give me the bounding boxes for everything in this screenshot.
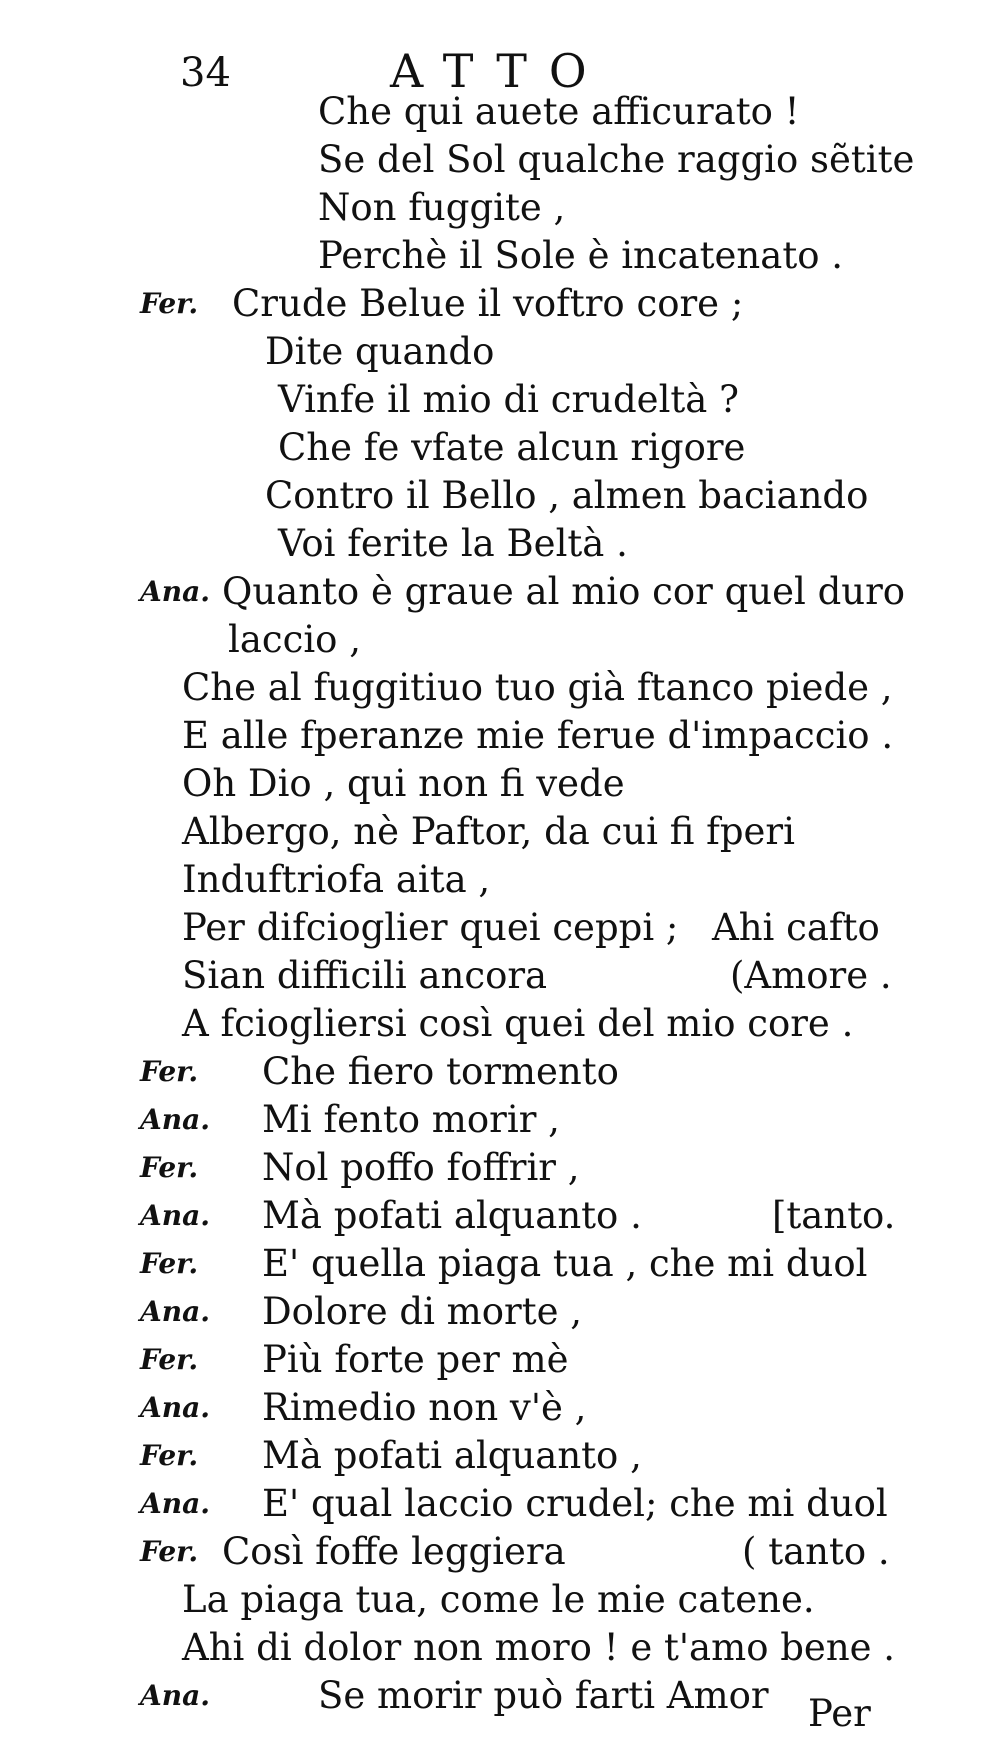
verse-line-continuation: (Amore .	[730, 954, 892, 997]
speaker-label: Ana.	[140, 1103, 210, 1136]
speaker-label: Ana.	[140, 1391, 210, 1424]
speaker-label: Fer.	[140, 1535, 199, 1568]
verse-line: Vinfe il mio di crudeltà ?	[278, 378, 739, 421]
verse-line: Se morir può farti Amor	[318, 1674, 769, 1717]
verse-line: E alle fperanze mie ferue d'impaccio .	[182, 714, 894, 757]
verse-line: Rimedio non v'è ,	[262, 1386, 587, 1429]
verse-line: Sian difficili ancora	[182, 954, 548, 997]
verse-line: Mà pofati alquanto .	[262, 1194, 642, 1237]
speaker-label: Ana.	[140, 575, 210, 608]
speaker-label: Fer.	[140, 1055, 199, 1088]
speaker-label: Ana.	[140, 1679, 210, 1712]
verse-line: Contro il Bello , almen baciando	[265, 474, 869, 517]
speaker-label: Ana.	[140, 1199, 210, 1232]
verse-line: Albergo, nè Paftor, da cui fi fperi	[182, 810, 795, 853]
verse-line-continuation: [tanto.	[772, 1194, 896, 1237]
speaker-label: Ana.	[140, 1487, 210, 1520]
verse-line: E' qual laccio crudel; che mi duol	[262, 1482, 888, 1525]
verse-line: Quanto è graue al mio cor quel duro	[222, 570, 906, 613]
verse-line: Che fiero tormento	[262, 1050, 619, 1093]
speaker-label: Fer.	[140, 1439, 199, 1472]
speaker-label: Ana.	[140, 1295, 210, 1328]
verse-line: Mà pofati alquanto ,	[262, 1434, 642, 1477]
verse-line: Che qui auete afficurato !	[318, 90, 800, 133]
verse-line: Più forte per mè	[262, 1338, 569, 1381]
speaker-label: Fer.	[140, 1151, 199, 1184]
verse-line: Ahi di dolor non moro ! e t'amo bene .	[182, 1626, 896, 1669]
verse-line: Oh Dio , qui non fi vede	[182, 762, 625, 805]
page-number: 34	[180, 50, 231, 96]
verse-line: Se del Sol qualche raggio sẽtite	[318, 138, 915, 181]
verse-line: Nol poffo foffrir ,	[262, 1146, 580, 1189]
speaker-label: Fer.	[140, 287, 199, 320]
verse-line: laccio ,	[228, 618, 361, 661]
verse-line: Dolore di morte ,	[262, 1290, 583, 1333]
verse-line: Dite quando	[265, 330, 495, 373]
running-header: ATTO	[390, 44, 609, 98]
verse-line: E' quella piaga tua , che mi duol	[262, 1242, 868, 1285]
catchword: Per	[808, 1692, 871, 1735]
verse-line: La piaga tua, come le mie catene.	[182, 1578, 815, 1621]
speaker-label: Fer.	[140, 1343, 199, 1376]
verse-line: Che fe vfate alcun rigore	[278, 426, 746, 469]
verse-line: Induftriofa aita ,	[182, 858, 491, 901]
verse-line-continuation: ( tanto .	[742, 1530, 890, 1573]
speaker-label: Fer.	[140, 1247, 199, 1280]
verse-line: Per difcioglier quei ceppi ;	[182, 906, 679, 949]
verse-line: Perchè il Sole è incatenato .	[318, 234, 843, 277]
verse-line: Crude Belue il voftro core ;	[232, 282, 744, 325]
verse-line-continuation: Ahi cafto	[712, 906, 880, 949]
verse-line: Che al fuggitiuo tuo già ftanco piede ,	[182, 666, 893, 709]
verse-line: Non fuggite ,	[318, 186, 566, 229]
verse-line: Mi fento morir ,	[262, 1098, 560, 1141]
verse-line: Così foffe leggiera	[222, 1530, 566, 1573]
verse-line: A fciogliersi così quei del mio core .	[182, 1002, 854, 1045]
verse-line: Voi ferite la Beltà .	[278, 522, 628, 565]
